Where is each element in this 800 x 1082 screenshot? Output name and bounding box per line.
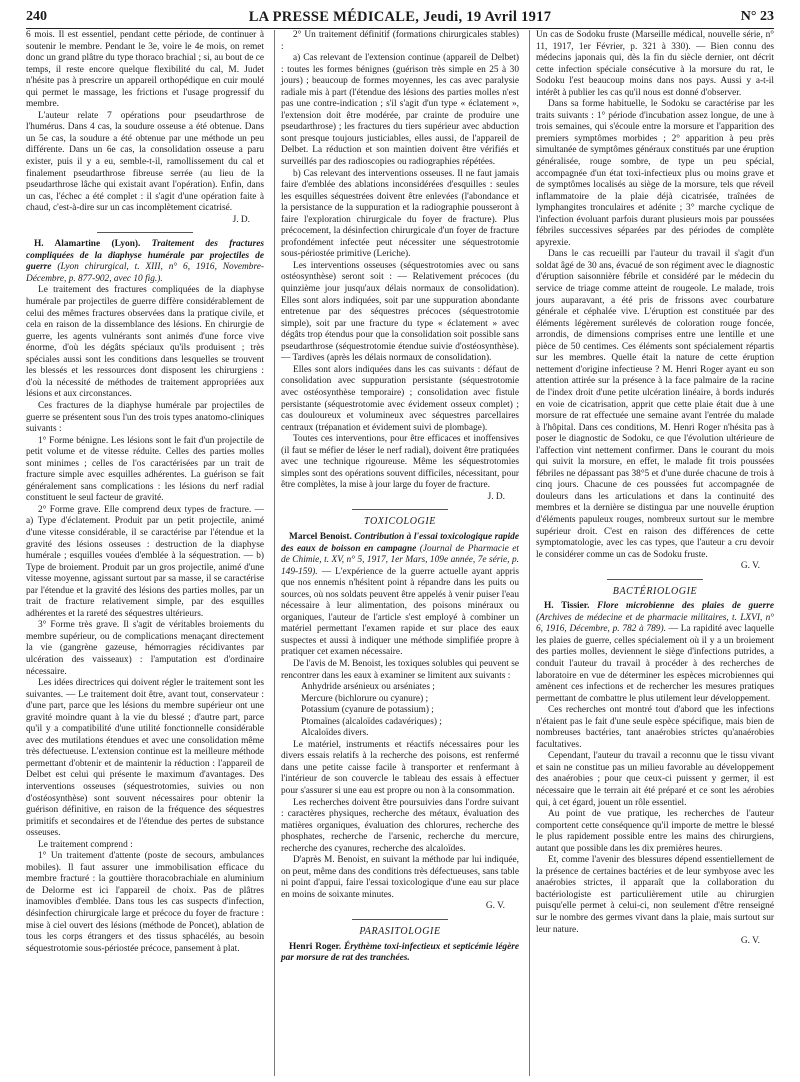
- signature: G. V.: [740, 561, 760, 572]
- section-title: PARASITOLOGIE: [359, 926, 441, 938]
- divider: [607, 579, 702, 580]
- page-header: [26, 6, 774, 29]
- article-heading: [26, 239, 264, 285]
- article-author: Henri Roger.: [289, 941, 342, 952]
- paragraph: 2° Forme grave. Elle comprend deux types de fracture. — a) Type d'éclatement. Produit par un petit projectile, animé d'une vitesse considérable, il se caractérise par l'étendue et la gravité des lésions osseuses : destruction de la diaphyse humérale ; esquilles vouées d'emblée à la séquestration. — b) Type de broiement. Produit par un gros projectile, animé d'une vitesse moyenne, agissant surtout par sa masse, il se caractérise par l'étendue et la gravité des lésions des parties molles, par un trait de fracture relativement simple, par des esquilles adhérentes et la rareté des séquestres ultérieurs.: [26, 504, 264, 619]
- paragraph: Ces recherches ont montré tout d'abord que les infections n'étaient pas le fait d'une seule espèce spécifique, mais bien de nombreuses bactéries, tant anaérobies strictes qu'anaérobies facultatives.: [536, 705, 774, 750]
- paragraph: Dans le cas recueilli par l'auteur du travail il s'agit d'un soldat âgé de 30 ans, évacué de son régiment avec le diagnostic d'éruption saisonnière fébrile et considéré par le médecin du service de triage comme atteint de rougeole. Le malade, trois jours auparavant, a été pris de frissons avec courbature générale et céphalée vive. L'éruption est constituée par des éléments légèrement surélevés de coloration rouge foncée, arrondis, de dimensions comprises entre une lentille et une pièce de 50 centimes. Ces éléments sont spécialement répartis sur les membres. Quelle était la nature de cette éruption nettement d'origine infectieuse ? M. Henri Roger ayant eu son attention attirée sur la présence à la face palmaire de la racine de l'index droit d'une petite ulcération linéaire, à bords indurés en voie de cicatrisation, apprit que cette plaie était due à une morsure de rat effectuée une semaine avant l'entrée du malade à l'hôpital. Dans ces conditions, M. Henri Roger n'hésita pas à poser le diagnostic de Sodoku, ce que l'évolution ultérieure de l'affection vint nettement confirmer. Dans le courant du mois qui suivit la morsure, en effet, le malade fit trois poussées fébriles ne dépassant pas 38°5 et d'une durée chacune de trois à cinq jours. Chacune de ces poussées fut accompagnée de douleurs dans les articulations et dans la continuité des membres et la dernière se distingua par une nouvelle éruption d'éléments papuleux rouges, nombreux surtout sur le membre supérieur droit. C'est en raison des différences de cette symptomatologie, avec les cas types, que l'auteur a cru devoir le considérer comme un cas de Sodoku fruste.: [536, 249, 774, 560]
- article-heading: [536, 601, 774, 705]
- list-item: Potassium (cyanure de potassium) ;: [301, 705, 434, 716]
- paragraph: 6 mois. Il est essentiel, pendant cette période, de continuer à soutenir le membre. Pendant le 3e, voire le 4e mois, on remet donc un grand plâtre du type thoraco brachial ; si, au bout de ce temps, il reste encore quelque flexibilité du cal, M. Judet n'hésite pas à prescrire un appareil orthopédique en cuir moulé qui permet le massage, les frictions et l'usage progressif du membre.: [26, 30, 264, 110]
- paragraph: 3° Forme très grave. Il s'agit de véritables broiements du membre supérieur, ou de complications menaçant directement la vie (gangrène gazeuse, hémorragies récidivantes par ulcération des vaisseaux) : l'amputation est d'ordinaire nécessaire.: [26, 620, 264, 677]
- paragraph: Le traitement des fractures compliquées de la diaphyse humérale par projectiles de guerre diffère considérablement de celui des mêmes fractures observées dans la pratique civile, et cela en raison de la dissemblance des lésions. En chirurgie de guerre, les agents vulnérants sont animés d'une force vive énorme, d'où les dégâts spéciaux qu'ils produisent ; très spéciales aussi sont les conditions dans lesquelles se trouvent les blessés et les ressources dont disposent les chirurgiens : d'où la nécessité de méthodes de traitement appropriées aux lésions et aux circonstances.: [26, 285, 264, 400]
- issue-number: N° 23: [740, 9, 774, 24]
- divider: [352, 509, 447, 510]
- article-heading: [281, 532, 519, 659]
- paragraph: Le matériel, instruments et réactifs nécessaires pour les divers essais relatifs à la recherche des poisons, est renfermé dans une petite caisse facile à transporter et renfermant à l'intérieur de son couvercle le tableau des essais à effectuer pour s'assurer si une eau est propre ou non à la consommation.: [281, 739, 519, 796]
- paragraph: Au point de vue pratique, les recherches de l'auteur comportent cette conséquence qu'il importe de mettre le blessé le plus rapidement possible entre les mains des chirurgiens, autant que possible dans les dix premières heures.: [536, 809, 774, 854]
- paragraph: Elles sont alors indiquées dans les cas suivants : défaut de consolidation avec suppuration persistante (séquestrotomie avec ostéosynthèse temporaire) ; consolidation avec fistule persistante (séquestrotomie avec évidement osseux complet) ; cas douloureux et volumineux avec séquestres parcellaires centraux (trépanation et évidement suivi de plombage).: [281, 364, 519, 433]
- divider: [352, 919, 447, 920]
- article-intro: — L'expérience de la guerre actuelle ayant appris que nos ennemis n'hésitent point à répandre dans les puits ou sources, où nos soldats peuvent être appelés à venir puiser l'eau nécessaire à leur alimentation, des poisons minéraux ou organiques, l'auteur de l'article s'est employé à combiner un matériel permettant l'examen rapide et sur place des eaux suspectes et aussi à indiquer une méthode simplifiée propre à pratiquer cet examen nécessaire.: [281, 566, 519, 658]
- paragraph: Les idées directrices qui doivent régler le traitement sont les suivantes. — Le traitement doit être, avant tout, conservateur : d'une part, parce que les lésions du membre supérieur ont une gravité moindre quant à la vie du blessé ; d'autre part, parce qu'il y a compatibilité d'une utilité fonctionnelle considérable avec des mutilations étendues et avec une consolidation même très défectueuse. L'extension continue est la meilleure méthode permettant d'obtenir et de maintenir la réduction : l'appareil de Delbet est celui qui présente le maximum d'avantages. Des interventions osseuses (séquestrotomies, suivies ou non d'ostéosynthèse) sont souvent nécessaires pour obtenir la guérison définitive, en raison de la fréquence des séquestres primitifs et secondaires et de l'étendue des pertes de substance osseuses.: [26, 678, 264, 839]
- article-title: Contribution à l'essai toxicologique rapide des eaux de boisson en campagne: [281, 531, 519, 554]
- signature: G. V.: [740, 936, 760, 947]
- paragraph: b) Cas relevant des interventions osseuses. Il ne faut jamais faire d'emblée des ablations inconsidérées d'esquilles : seules les esquilles séquestrées doivent être enlevées (l'abondance et la persistance de la suppuration et la radiographie pousseront à faire l'exploration chirurgicale du foyer de fracture). Plus précocement, la désinfection chirurgicale d'un foyer de fracture profondément infectée peut nécessiter une séquestrotomie sous-périostée primitive (Leriche).: [281, 168, 519, 260]
- list-item: Ptomaïnes (alcaloïdes cadavériques) ;: [301, 716, 442, 727]
- list-item: Anhydride arsénieux ou arséniates ;: [301, 682, 435, 693]
- article-source: (Journal de Pharmacie et de Chimie, t. XV, n° 5, 1917, 1er Mars, 109e année, 7e série, p. 149-159).: [281, 543, 519, 577]
- journal-title: LA PRESSE MÉDICALE, Jeudi, 19 Avril 1917: [248, 8, 552, 25]
- section-title: TOXICOLOGIE: [364, 516, 436, 528]
- paragraph: Toutes ces interventions, pour être efficaces et inoffensives (il faut se méfier de léser le nerf radial), doivent être pratiquées avec une technique rigoureuse. Même les séquestrotomies simples sont des opérations souvent difficiles, nécessitant, pour être complètes, la mise à jour large du foyer de fracture.: [281, 434, 519, 491]
- paragraph: Et, comme l'avenir des blessures dépend essentiellement de la présence de certaines bactéries et de leur symbyose avec les anaérobies strictes, il apparaît que la collaboration du bactériologiste est particulièrement utile au chirurgien puisqu'elle permet à celui-ci, non seulement d'être renseigné sur le nombre des germes vivant dans la plaie, mais surtout sur leur nature.: [536, 855, 774, 935]
- list-item: Alcaloïdes divers.: [301, 728, 369, 739]
- section-title: BACTÉRIOLOGIE: [612, 585, 698, 597]
- paragraph: Les recherches doivent être poursuivies dans l'ordre suivant : caractères physiques, recherche des métaux, évaluation des matières organiques, évaluation des chlorures, recherche des phosphates, recherche de l'arsenic, recherche du mercure, recherche des cyanures, recherche des alcaloïdes.: [281, 797, 519, 854]
- paragraph: a) Cas relevant de l'extension continue (appareil de Delbet) : toutes les formes bénignes (guérison très simple en 25 à 30 jours) ; beaucoup de formes moyennes, les cas avec paralysie radiale mis à part (l'étendue des lésions des parties molles n'est pas une contre-indication ; s'il s'agit d'un type « éclatement », l'extension doit être modérée, par crainte de produire une pseudarthrose) ; les fractures du tiers supérieur avec abduction sont presque toujours justiciables, elles aussi, de l'appareil de Delbet. La réduction et son maintien doivent être vérifiés et surveillés par des radioscopies ou radiographies répétées.: [281, 53, 519, 168]
- list-item: Mercure (bichlorure ou cyanure) ;: [301, 693, 429, 704]
- article-heading: [281, 942, 519, 965]
- article-author: H. Alamartine (Lyon).: [34, 239, 141, 250]
- paragraph: Le traitement comprend :: [38, 839, 133, 850]
- article-author: H. Tissier.: [544, 601, 590, 612]
- signature: J. D.: [487, 491, 505, 502]
- paragraph: Un cas de Sodoku fruste (Marseille médical, nouvelle série, n° 11, 1917, 1er Février, p. 321 à 330). — Bien connu des médecins japonais qui, dès la fin du siècle dernier, ont décrit cette infection spéciale consécutive à la morsure du rat, le Sodoku l'est beaucoup moins dans nos pays. Aussi y a-t-il intérêt à publier les cas qu'il nous est donné d'observer.: [536, 30, 774, 98]
- paragraph: Dans sa forme habituelle, le Sodoku se caractérise par les traits suivants : 1° période d'incubation assez longue, de une à trois semaines, qui s'écoule entre la morsure et l'apparition des premiers symptômes morbides ; 2° apparition à peu près simultanée de symptômes généraux constitués par une éruption généralisée, rouge sombre, de type un peu spécial, accompagnée d'un état toxi-infectieux plus ou moins grave et de symptômes localisés au siège de la morsure, tels que réveil inflammatoire de la plaie déjà cicatrisée, traînées de lymphangites tronculaires et adénite ; 3° marche cyclique de l'infection évoluant parfois durant plusieurs mois par poussées fébriles successives séparées par des périodes de complète apyrexie.: [536, 99, 774, 248]
- paragraph: 1° Un traitement d'attente (poste de secours, ambulances mobiles). Il faut assurer une immobilisation efficace du membre fracturé : la gouttière thoracobrachiale en aluminium de Delorme est ici l'appareil de choix. Pas de plâtres inamovibles d'emblée. Dans tous les cas suspects d'infection, désinfection chirurgicale large et précoce du foyer de fracture : mise à ciel ouvert des lésions (méthode de Poncet), ablation de tous les corps étrangers et des tissus sphacélés, au besoin séquestrotomie sous-périostée précoce, pansement à plat.: [26, 851, 264, 954]
- signature: J. D.: [232, 214, 250, 225]
- article-source: (Lyon chirurgical, t. XIII, n° 6, 1916, Novembre-Décembre, p. 877-902, avec 10 fig.).: [26, 262, 264, 284]
- page-number: 240: [26, 9, 47, 24]
- divider: [97, 232, 192, 233]
- paragraph: 2° Un traitement définitif (formations chirurgicales stables) :: [281, 30, 519, 52]
- article-title: Flore microbienne des plaies de guerre: [597, 601, 774, 612]
- article-author: Marcel Benoist.: [289, 531, 352, 542]
- paragraph: D'après M. Benoist, en suivant la méthode par lui indiquée, on peut, même dans des conditions très défectueuses, sans table ni point d'appui, faire l'essai toxicologique d'une eau sur place en moins de soixante minutes.: [281, 855, 519, 900]
- article-columns: [26, 30, 774, 1076]
- article-title: Traitement des fractures compliquées de la diaphyse humérale par projectiles de guerre: [26, 239, 264, 273]
- paragraph: Cependant, l'auteur du travail a reconnu que le tissu vivant et sain ne constitue pas un milieu favorable au développement des anaérobies ; pour que ceux-ci puissent y germer, il est nécessaire que le terrain ait été préparé et ce sont les aérobies qui, à cet égard, jouent un rôle essentiel.: [536, 751, 774, 808]
- paragraph: De l'avis de M. Benoist, les toxiques solubles qui peuvent se rencontrer dans les eaux à examiner se limitent aux suivants :: [281, 658, 519, 681]
- signature: G. V.: [485, 901, 505, 912]
- article-source: (Archives de médecine et de pharmacie militaires, t. LXVI, n° 6, 1916, Décembre, p. 782 à 789).: [536, 612, 774, 635]
- paragraph: L'auteur relate 7 opérations pour pseudarthrose de l'humérus. Dans 4 cas, la soudure osseuse a été obtenue. Dans un 5e cas, la soudure a été obtenue par une méthode un peu différente. Dans un 6e cas, la consolidation osseuse a paru exister, puis il y a eu, semble-t-il, ramollissement du cal et finalement pseudarthrose fibreuse serrée (au lieu de la pseudarthrose lâche qui existait avant l'opération). Enfin, dans un cas, l'échec a été complet : il s'agit d'une opération faite à chaud, c'est-à-dire sur un cas incomplètement cicatrisé.: [26, 110, 264, 214]
- paragraph: 1° Forme bénigne. Les lésions sont le fait d'un projectile de petit volume et de vitesse réduite. Celles des parties molles sont minimes ; celles de l'os caractérisées par un trait de fracture simple avec esquilles adhérentes. La guérison se fait généralement sans complications : les lésions du nerf radial constituent le seul facteur de gravité.: [26, 435, 264, 504]
- paragraph: Les interventions osseuses (séquestrotomies avec ou sans ostéosynthèse) seront soit : — Relativement précoces (du quinzième jour jusqu'aux délais normaux de consolidation). Elles sont alors indiquées, soit par une suppuration abondante entretenue par des séquestres précoces (séquestrotomie simple), soit par une fracture du type « éclatement » avec dégâts trop étendus pour que la consolidation soit possible sans pseudarthrose (séquestrotomie étendue suivie d'ostéosynthèse). — Tardives (après les délais normaux de consolidation).: [281, 260, 519, 364]
- article-title: Érythème toxi-infectieux et septicémie légère par morsure de rat des tranchées.: [281, 941, 519, 964]
- column-2: [274, 30, 519, 1076]
- paragraph: Ces fractures de la diaphyse humérale par projectiles de guerre se présentent sous l'un des trois types anatomo-cliniques suivants :: [26, 400, 264, 435]
- column-1: [26, 30, 264, 1076]
- column-3: [529, 30, 774, 1076]
- article-intro: — La rapidité avec laquelle les plaies de guerre, celles spécialement où il y a un broiement des parties molles, deviennent le siège d'infections putrides, a conduit l'auteur du travail à procéder à des recherches de laboratoire en vue de déterminer les espèces microbiennes qui amènent ces infections et de rechercher les mesures pratiques permettant de combattre le plus utilement leur développement.: [536, 624, 774, 704]
